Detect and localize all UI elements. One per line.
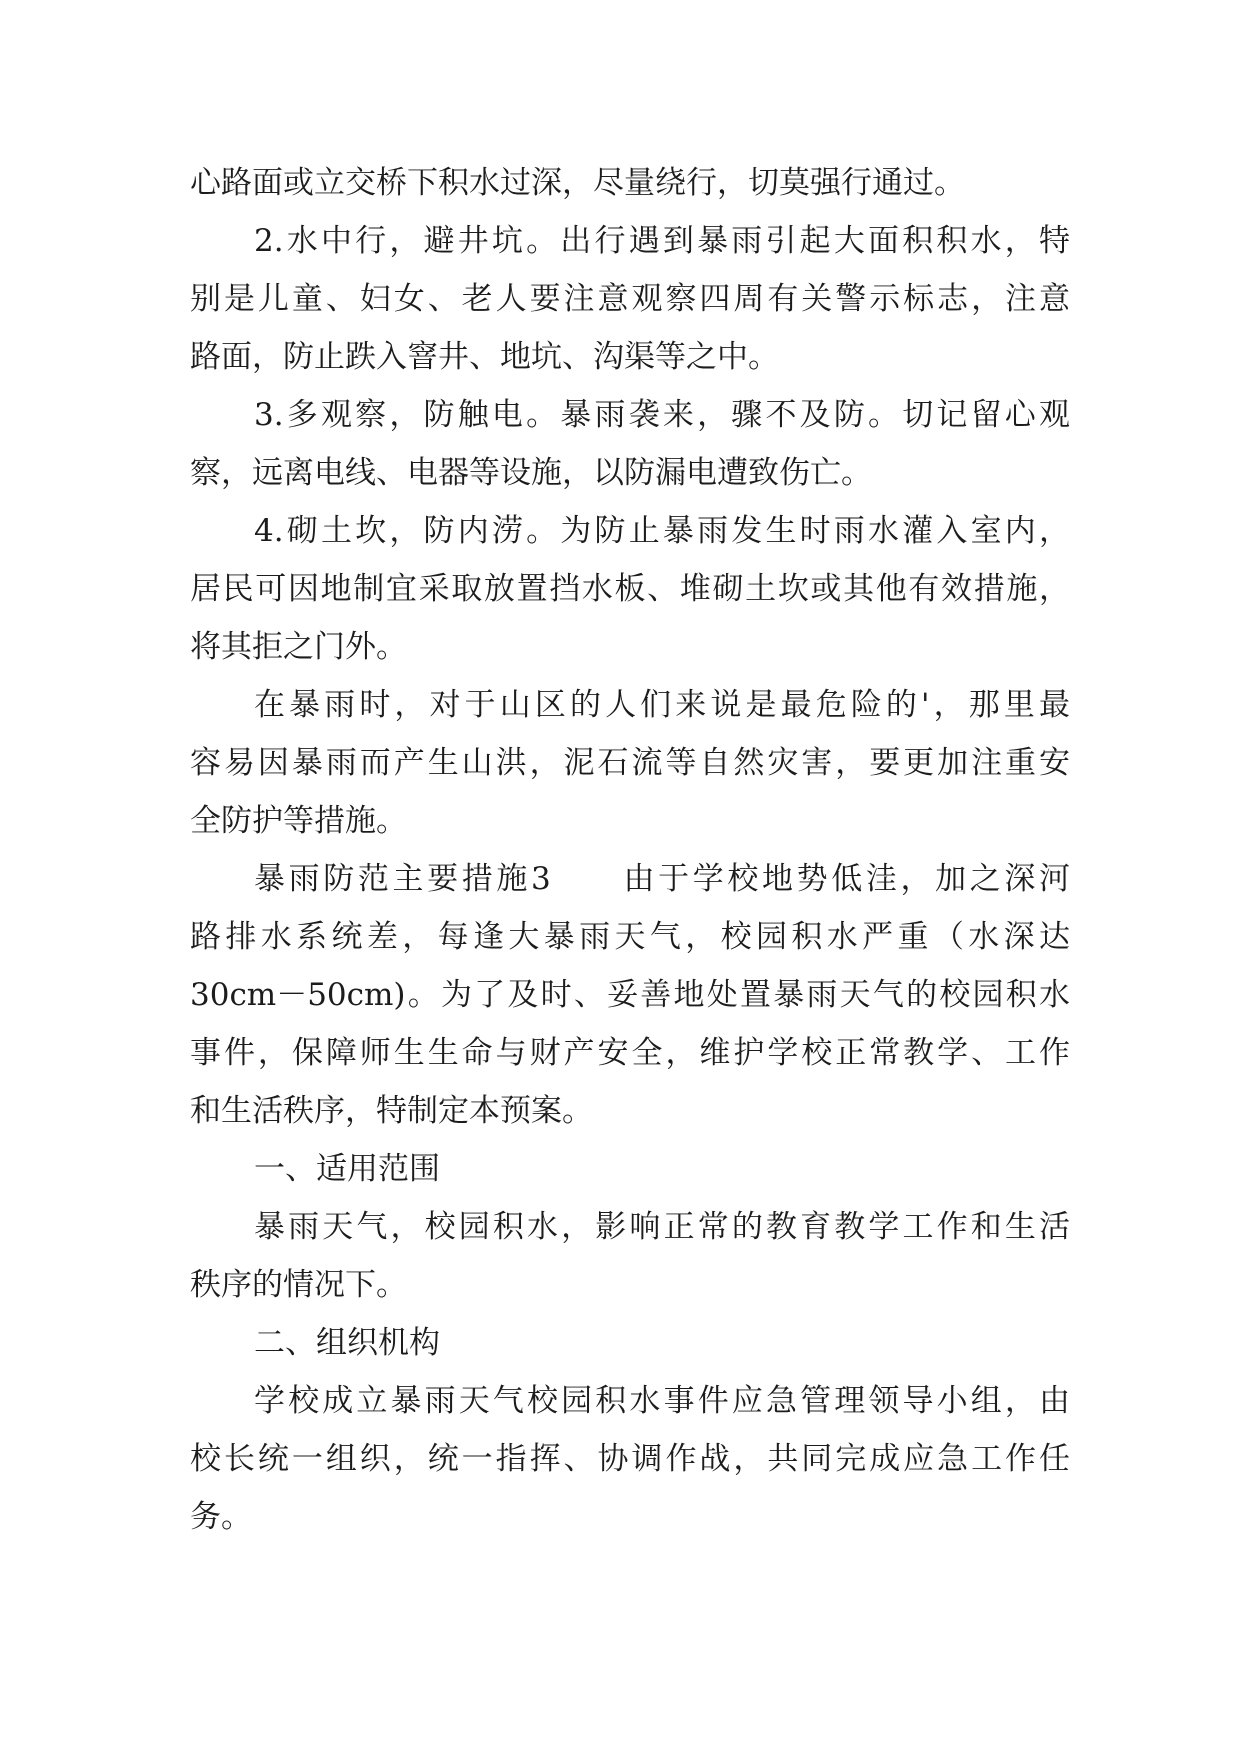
text-line: 和生活秩序，特制定本预案。: [190, 1093, 593, 1129]
text-line: 事件，保障师生生命与财产安全，维护学校正常教学、工作: [190, 1035, 1070, 1071]
text-line: 3.多观察，防触电。暴雨袭来，骤不及防。切记留心观: [254, 397, 1070, 433]
text-line: 学校成立暴雨天气校园积水事件应急管理领导小组，由: [254, 1383, 1070, 1419]
text-line: 心路面或立交桥下积水过深，尽量绕行，切莫强行通过。: [190, 165, 965, 201]
text-line: 校长统一组织，统一指挥、协调作战，共同完成应急工作任: [190, 1441, 1070, 1477]
text-line: 在暴雨时，对于山区的人们来说是最危险的'，那里最: [254, 687, 1070, 723]
text-line: 30cm－50cm)。为了及时、妥善地处置暴雨天气的校园积水: [190, 977, 1070, 1013]
text-line: 务。: [190, 1499, 252, 1535]
text-line: 察，远离电线、电器等设施，以防漏电遭致伤亡。: [190, 455, 872, 491]
text-line: 路面，防止跌入窨井、地坑、沟渠等之中。: [190, 339, 779, 375]
text-line: 暴雨天气，校园积水，影响正常的教育教学工作和生活: [254, 1209, 1070, 1245]
text-line: 秩序的情况下。: [190, 1267, 407, 1303]
text-line: 容易因暴雨而产生山洪，泥石流等自然灾害，要更加注重安: [190, 745, 1070, 781]
text-line: 将其拒之门外。: [190, 629, 407, 665]
text-line: 居民可因地制宜采取放置挡水板、堆砌土坎或其他有效措施，: [190, 571, 1070, 607]
section-heading: 一、适用范围: [254, 1151, 440, 1187]
text-line: 路排水系统差，每逢大暴雨天气，校园积水严重（水深达: [190, 919, 1070, 955]
text-line: 4.砌土坎，防内涝。为防止暴雨发生时雨水灌入室内，: [254, 513, 1070, 549]
section-heading: 二、组织机构: [254, 1325, 440, 1361]
text-line: 暴雨防范主要措施3 由于学校地势低洼，加之深河: [254, 861, 1070, 897]
text-line: 全防护等措施。: [190, 803, 407, 839]
text-line: 别是儿童、妇女、老人要注意观察四周有关警示标志，注意: [190, 281, 1070, 317]
text-line: 2.水中行，避井坑。出行遇到暴雨引起大面积积水，特: [254, 223, 1070, 259]
